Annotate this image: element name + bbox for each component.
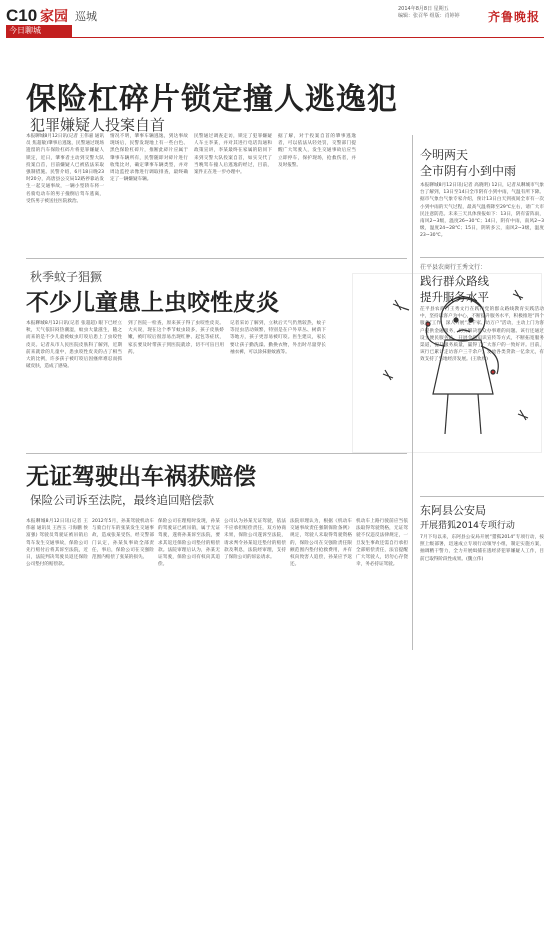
sidebar3-body: 7月下旬以来，东阿县公安局开展“猎狐2014”专项行动，按照上级部署，迅速成立专项行动领导小组，制定实施方案，抽调精干警力，全力开展缉捕在逃经济犯罪嫌疑人工作，目前已取得阶段性成果。(魏立伟) bbox=[420, 535, 544, 562]
article2-kicker: 秋季蚊子猖獗 bbox=[30, 270, 103, 284]
article3-headline: 无证驾驶出车祸获赔偿 bbox=[26, 464, 256, 490]
divider bbox=[420, 257, 544, 258]
page-number: C10 bbox=[6, 6, 38, 25]
article3-col-3: 保险公司在理赔时发现，孙某的驾驶证已被吊销，属于无证驾驶，遂将孙某诉至法院，要求其返还保险公司垫付的赔偿款。法院审理后认为，孙某无证驾驶，保险公司有权向其追偿。 bbox=[158, 519, 220, 568]
article3-col-1: 本报聊城8月12日讯(记者 王伟嘉 通讯员 王西玉 刁海鹏 侯富强) 驾驶员驾驶证被吊销后驾车发生交通事故，保险公司先行赔付后将其诉至法院，近日，法院判决驾驶员返还保险公司垫付的赔偿款。 bbox=[26, 519, 88, 568]
article3-col-5: 法院审理认为，根据《机动车交通事故责任强制保险条例》规定，驾驶人未取得驾驶资格的，保险公司在交强险责任限额范围内垫付抢救费用，并有权向致害人追偿，孙某应予返还。 bbox=[290, 519, 352, 568]
article2-headline: 不少儿童患上虫咬性皮炎 bbox=[26, 290, 279, 316]
page-header bbox=[0, 0, 550, 40]
article3-col-4: 公司认为孙某无证驾驶，依法不应承担赔偿责任，双方协商未果，保险公司遂诉至法院，请求判令孙某返还垫付的赔偿款及利息，法院经审理，支持了保险公司的诉讼请求。 bbox=[224, 519, 286, 561]
sidebar1-headline-2: 全市阴有小到中雨 bbox=[420, 164, 517, 178]
sidebar2-headline-1: 践行群众路线 bbox=[420, 274, 489, 288]
sidebar3-headline-1: 东阿县公安局 bbox=[420, 504, 486, 517]
article1-col-4: 据了解，对于投案自首的肇事逃逸者，可以依法从轻处罚，交警部门提醒广大驾驶人，发生交通事故后应当立即停车，保护现场，抢救伤者，并及时报警。 bbox=[278, 134, 356, 168]
sidebar1-headline-1: 今明两天 bbox=[420, 148, 469, 162]
divider bbox=[26, 453, 407, 454]
article1-headline: 保险杠碎片锁定撞人逃逸犯 bbox=[26, 82, 398, 117]
article2-col-3: 记者采访了解到，立秋后天气仍然较热，蚊子等昆虫活动频繁，特别是在户外草丛、树荫下等地方，孩子更容易被叮咬。医生建议，家长要让孩子勤洗澡、勤换衣物，外出时尽量穿长袖衣裤，可以涂抹驱蚊液等。 bbox=[230, 321, 326, 355]
article3-col-2: 2012年5月，孙某驾驶机动车与骑自行车的张某发生交通事故，造成张某受伤，经交警部门认定，孙某负事故全部责任，事后，保险公司在交强险范围内赔偿了张某的损失。 bbox=[92, 519, 154, 561]
sidebar2-headline-2: 提升服务水平 bbox=[420, 290, 489, 304]
article2-col-2: 到了医院一检查，原来孩子得了虫咬性皮炎。大夫说，现在这个季节蚊虫较多，孩子皮肤娇嫩，被叮咬后很容易出现红肿、起包等症状，家长要及时带孩子到医院就诊，切不可盲目用药。 bbox=[128, 321, 224, 355]
sidebar2-body: 茌平县农商行王秀文行在践行党的群众路线教育实践活动中，坚持以客户为中心，不断提升服务水平，积极推进“四个服务”工作，深入开展“走千家、访万户”活动，主动上门为客户提供金融服务，切实解决群众办事难的问题。该行还通过设立便民服务站、开展金融知识宣传等方式，不断拓宽服务渠道，提升服务质量，赢得了广大客户的一致好评。目前，该行已累计走访客户三千余户，发放各类贷款一亿余元，有效支持了当地经济发展。(王欣欣) bbox=[420, 307, 544, 363]
divider bbox=[26, 258, 407, 259]
article1-col-1: 本报聊城8月12日讯(记者 王伟嘉 通讯员 焦超敏)肇事后逃逸，民警通过现场遗留的汽车保险杠碎片将犯罪嫌疑人锁定，近日，肇事者主动到交警大队投案自首，目前嫌疑人已被依法采取强制措施。民警介绍，6月18日晚23时20分，高唐县公交局12路停靠站发生一起交通事故，一辆小型轿车将一名骑电动车的男子撞倒后驾车逃离，受伤男子被送往医院救治。 bbox=[26, 134, 104, 204]
region-label: 今日聊城 bbox=[6, 25, 72, 37]
article1-subhead: 犯罪嫌疑人投案自首 bbox=[30, 116, 166, 134]
header-rule bbox=[6, 37, 544, 38]
article1-col-3: 民警通过调查走访，锁定了犯罪嫌疑人车主李某，并对其进行电话沟通和政策宣讲，李某最终在家属的陪同下来到交警大队投案自首，如实交代了当晚驾车撞人后逃逸的经过，目前，案件正在进一步办理中。 bbox=[194, 134, 272, 176]
sidebar3-headline-2: 开展猎狐2014专项行动 bbox=[420, 521, 515, 531]
divider bbox=[420, 496, 544, 497]
sidebar1-body: 本报聊城8月12日讯(记者 高晓明) 12日，记者从聊城市气象台了解到，13日至14日全市阴有小到中雨，气温有所下降。据市气象台气象专家介绍，预计13日白天到夜间全市有一次小到中雨的天气过程，最高气温将降至29℃左右，请广大市民注意防范。未来三天具体预报如下：13日，阴有雷阵雨，南风2~3级，温度26~30℃；14日，阴有中雨，南风2~3级，温度24~28℃；15日，阴转多云，南风2~3级，温度23~30℃。 bbox=[420, 183, 544, 239]
date-info: 2014年8月8日 星期五 编辑：张召华 组版：肖婷婷 bbox=[398, 6, 460, 19]
article1-col-2: 情况不明，肇事车辆逃逸，到达事故现场后，民警发现地上有一些白色、黑色保险杠碎片，推断此碎片应属于肇事车辆所有，民警随即对碎片进行收集比对，确定肇事车辆类型，并对周边监控录像进行调取排查，最终确定了一辆嫌疑车辆。 bbox=[110, 134, 188, 183]
article2-col-1: 本报聊城8月12日讯(记者 张超超) 眼下已经立秋，天气依旧闷热潮湿，蚊虫大量滋生，随之而来的是不少儿童被蚊虫叮咬后患上了虫咬性皮炎。记者从市人民医院皮肤科了解到，近期前来就诊的儿童中，患虫咬性皮炎的占了相当大的比例，许多孩子被叮咬后因瘙痒难忍而抓破皮肤，造成了感染。 bbox=[26, 321, 122, 370]
sidebar2-kicker: 茌平县农商行王秀文行： bbox=[420, 264, 487, 271]
article3-col-6: 机动车上路行驶前应当依法取得驾驶资格，无证驾驶不仅违反法律规定，一旦发生事故还需自行承担全部赔偿责任，法官提醒广大驾驶人，切勿心存侥幸，务必持证驾驶。 bbox=[356, 519, 408, 568]
section-subtitle: 巡城 bbox=[75, 10, 97, 23]
article3-subhead: 保险公司诉至法院，最终追回赔偿款 bbox=[30, 493, 214, 507]
newspaper-logo: 齐鲁晚报 bbox=[488, 10, 541, 24]
section-title: 家园 bbox=[40, 9, 68, 25]
sidebar-divider bbox=[412, 135, 413, 650]
